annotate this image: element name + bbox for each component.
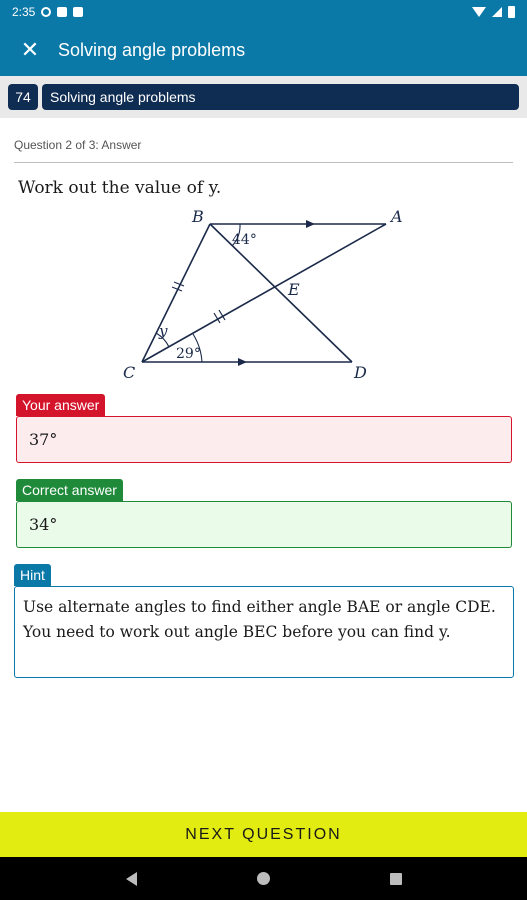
vertex-label-d: D (354, 363, 367, 382)
vertex-label-c: C (123, 363, 136, 382)
question-card (0, 122, 527, 812)
settings-status-icon (41, 7, 51, 17)
hint-text: Use alternate angles to find either angle BAE or angle CDE. You need to work out angle BEC before you can find y. (23, 598, 496, 641)
topic-header (0, 76, 527, 118)
your-answer-value: 37° (29, 430, 58, 449)
app-title: Solving angle problems (58, 39, 246, 60)
question-progress: Question 2 of 3: Answer (14, 138, 142, 152)
parallel-arrow-ba (306, 220, 315, 228)
signal-icon (492, 7, 502, 17)
correct-answer-value: 34° (29, 515, 58, 534)
wifi-icon (472, 7, 486, 17)
line-bc (142, 224, 210, 362)
geometry-diagram (110, 206, 420, 384)
question-text: Work out the value of y. (18, 178, 222, 198)
correct-answer-label: Correct answer (16, 479, 123, 501)
your-answer-label: Your answer (16, 394, 105, 416)
status-time: 2:35 (12, 5, 36, 19)
system-nav-bar (0, 857, 527, 900)
vertex-label-b: B (192, 207, 204, 226)
vertex-label-a: A (391, 207, 403, 226)
battery-icon (508, 6, 515, 18)
recent-apps-icon[interactable] (390, 873, 402, 885)
sd-card-status-icon (73, 7, 83, 17)
parallel-arrow-cd (238, 358, 247, 366)
line-ca (142, 224, 386, 362)
status-bar (0, 0, 527, 24)
next-question-button[interactable]: NEXT QUESTION (0, 812, 527, 857)
home-icon[interactable] (257, 872, 270, 885)
topic-number-badge: 74 (8, 84, 38, 110)
back-icon[interactable] (126, 872, 137, 886)
angle-label-29: 29° (176, 346, 201, 362)
topic-name: Solving angle problems (42, 84, 519, 110)
correct-answer-box (16, 501, 512, 548)
app-bar (0, 24, 527, 76)
your-answer-box (16, 416, 512, 463)
vertex-label-e: E (288, 280, 300, 299)
divider (14, 162, 513, 163)
angle-label-y: y (159, 322, 168, 340)
notification-status-icon (57, 7, 67, 17)
hint-label: Hint (14, 564, 51, 586)
hint-box (14, 586, 514, 678)
close-icon[interactable]: ✕ (20, 37, 40, 62)
angle-label-44: 44° (232, 232, 257, 248)
